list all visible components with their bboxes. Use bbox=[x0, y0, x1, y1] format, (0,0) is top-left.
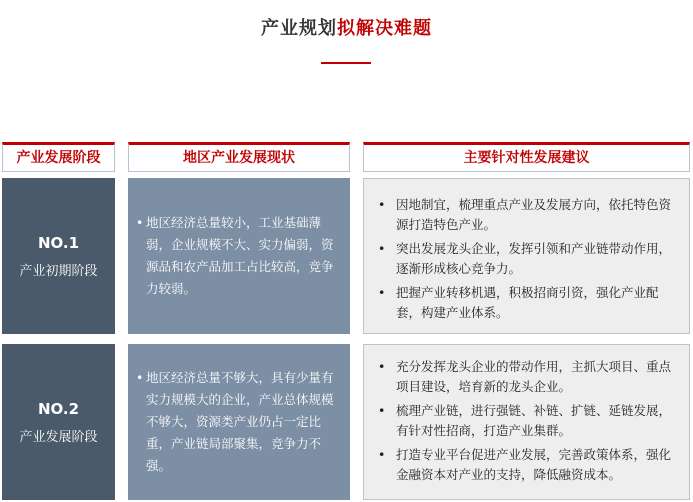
status-text: • 地区经济总量不够大，具有少量有实力规模大的企业，产业总体规模不够大，资源类产业仍占一定比重，产业链局部聚集，竞争力不强。 bbox=[146, 367, 336, 477]
suggestion-list bbox=[396, 195, 679, 323]
stage-number: NO.1 bbox=[37, 233, 80, 252]
page-title bbox=[0, 14, 693, 40]
suggestion-item: • 打造专业平台促进产业发展，完善政策体系，强化金融资本对产业的支持，降低融资成本。 bbox=[396, 445, 679, 485]
suggestion-cell-2 bbox=[363, 344, 690, 500]
suggestion-item: • 因地制宜，梳理重点产业及发展方向，依托特色资源打造特色产业。 bbox=[396, 195, 679, 235]
suggestion-item: • 充分发挥龙头企业的带动作用，主抓大项目、重点项目建设，培育新的龙头企业。 bbox=[396, 357, 679, 397]
stage-name: 产业发展阶段 bbox=[19, 429, 98, 445]
suggestion-list bbox=[396, 357, 679, 485]
suggestion-cell-1 bbox=[363, 178, 690, 334]
suggestion-item: • 把握产业转移机遇，积极招商引资，强化产业配套，构建产业体系。 bbox=[396, 283, 679, 323]
stage-cell-2 bbox=[2, 344, 115, 500]
stage-number: NO.2 bbox=[37, 399, 80, 418]
header-status: 地区产业发展现状 bbox=[128, 142, 350, 172]
stage-cell-1 bbox=[2, 178, 115, 334]
title-underline bbox=[321, 62, 371, 64]
title-main: 产业规划 bbox=[261, 18, 337, 39]
suggestion-item: • 突出发展龙头企业，发挥引领和产业链带动作用，逐渐形成核心竞争力。 bbox=[396, 239, 679, 279]
status-cell-1 bbox=[128, 178, 350, 334]
status-text: • 地区经济总量较小，工业基础薄弱，企业规模不大、实力偏弱，资源品和农产品加工占比较高，竞争力较弱。 bbox=[146, 212, 336, 300]
status-cell-2 bbox=[128, 344, 350, 500]
header-stage: 产业发展阶段 bbox=[2, 142, 115, 172]
suggestion-item: • 梳理产业链，进行强链、补链、扩链、延链发展，有针对性招商，打造产业集群。 bbox=[396, 401, 679, 441]
header-suggestion: 主要针对性发展建议 bbox=[363, 142, 690, 172]
title-highlight: 拟解决难题 bbox=[337, 18, 432, 39]
stage-name: 产业初期阶段 bbox=[19, 263, 98, 279]
